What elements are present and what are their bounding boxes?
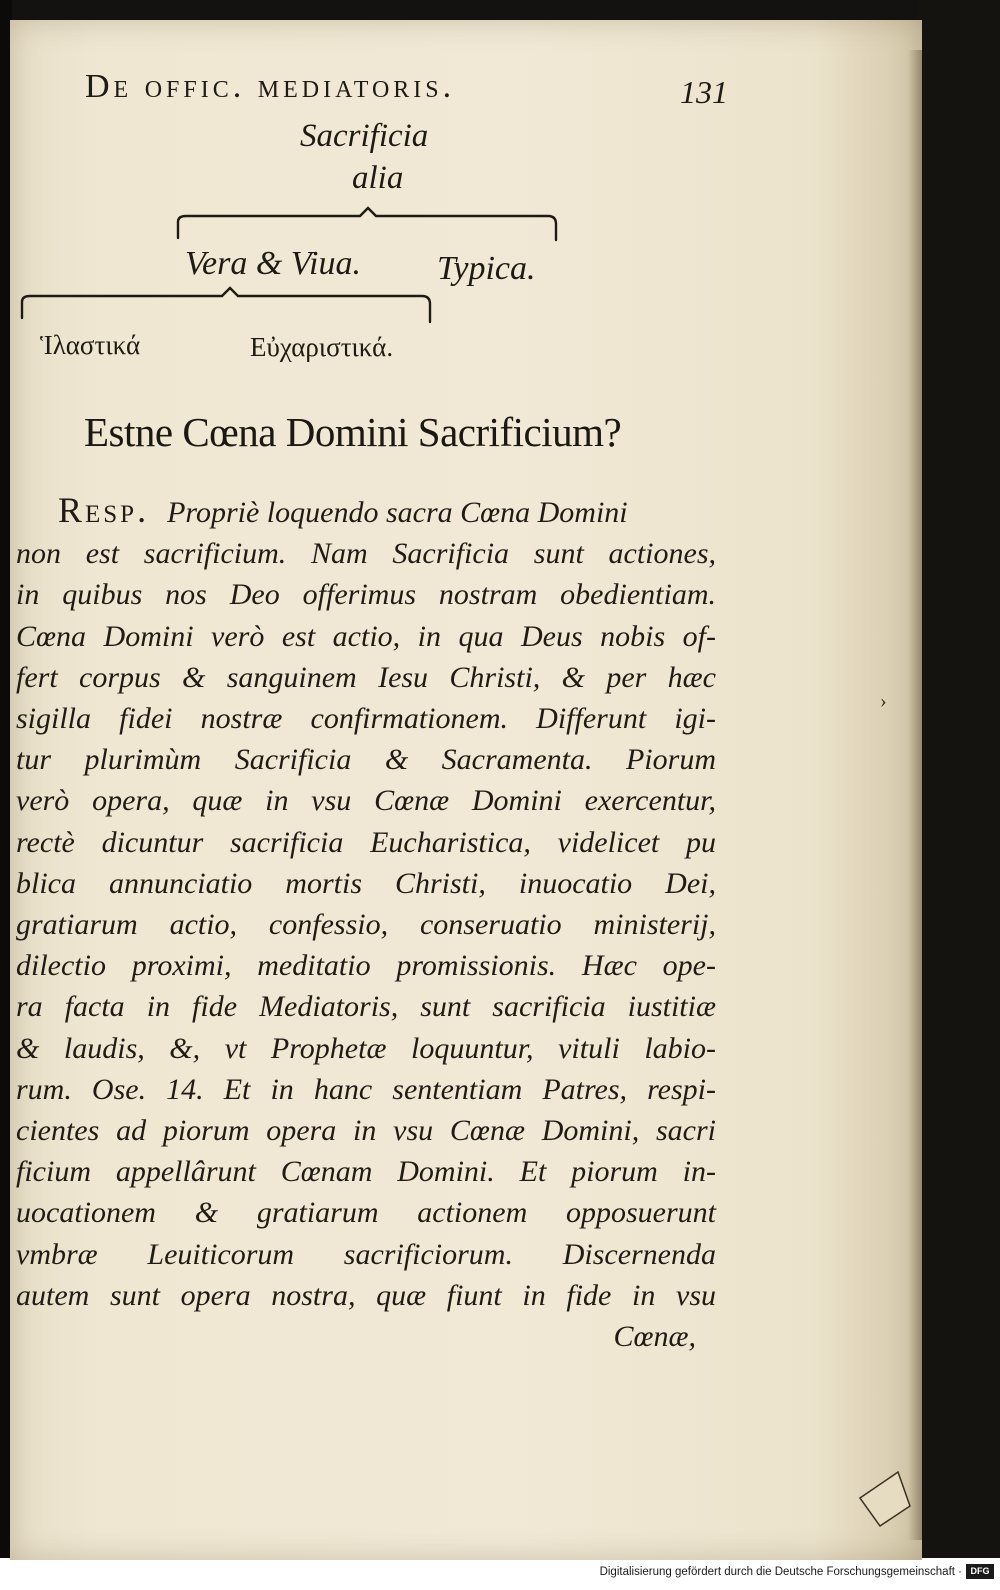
page-number: 131	[680, 74, 728, 110]
answer-line: verò opera, quæ in vsu Cœnæ Domini exercentur,	[16, 784, 716, 818]
digitization-credit: Digitalisierung gefördert durch die Deutsche Forschungsgemeinschaft ·	[599, 1566, 962, 1578]
question-heading: Estne Cœna Domini Sacrificium?	[84, 409, 622, 455]
answer-line: dilectio proximi, meditatio promissionis. Hæc ope-	[16, 949, 716, 983]
folded-corner-icon	[858, 1470, 918, 1530]
answer-line: blica annunciatio mortis Christi, inuocatio Dei,	[16, 866, 716, 900]
answer-line: tur plurimùm Sacrificia & Sacramenta. Piorum	[16, 743, 716, 777]
diagram-branch-typica: Typica.	[437, 250, 536, 287]
brace-bottom	[22, 288, 430, 322]
margin-mark-icon: ›	[880, 690, 887, 712]
diagram-braces	[0, 0, 1000, 420]
answer-line: fert corpus & sanguinem Iesu Christi, & per hæc	[16, 660, 716, 694]
answer-line: ficium appellârunt Cœnam Domini. Et piorum in-	[16, 1155, 716, 1189]
answer-line: rectè dicuntur sacrificia Eucharistica, videlicet pu	[16, 825, 716, 859]
answer-line: cientes ad piorum opera in vsu Cœnæ Domini, sacri	[16, 1114, 716, 1148]
running-head: De offic. mediatoris.	[85, 68, 456, 105]
answer-line: Propriè loquendo sacra Cœna Domini	[167, 496, 628, 529]
answer-line: autem sunt opera nostra, quæ fiunt in fide in vsu	[16, 1278, 716, 1312]
dfg-logo: DFG	[966, 1564, 994, 1579]
answer-line: gratiarum actio, confessio, conseruatio ministerij,	[16, 908, 716, 942]
answer-paragraph	[16, 490, 716, 1357]
answer-line: sigilla fidei nostræ confirmationem. Differunt igi-	[16, 702, 716, 736]
brace-top	[178, 208, 556, 240]
diagram-sub-eucharistika: Εὐχαριστικά.	[250, 332, 394, 362]
answer-line: ra facta in fide Mediatoris, sunt sacrificia iustitiæ	[16, 990, 716, 1024]
answer-line: & laudis, &, vt Prophetæ loquuntur, vituli labio-	[16, 1031, 716, 1065]
diagram-root-label: Sacrificia	[300, 118, 429, 154]
answer-first-line	[16, 490, 716, 533]
answer-line: non est sacrificium. Nam Sacrificia sunt actiones,	[16, 537, 716, 571]
diagram-sub-hilastika: Ἱλαστικά	[40, 330, 141, 360]
response-label: Resp.	[58, 490, 150, 530]
answer-line: rum. Ose. 14. Et in hanc sententiam Patres, respi-	[16, 1072, 716, 1106]
answer-line: Cœna Domini verò est actio, in qua Deus nobis of-	[16, 619, 716, 653]
answer-line: in quibus nos Deo offerimus nostram obedientiam.	[16, 578, 716, 612]
diagram-branch-vera: Vera & Viua.	[185, 245, 361, 282]
diagram-root-label-line2: alia	[352, 160, 404, 196]
catchword: Cœnæ,	[613, 1320, 696, 1354]
answer-line: vmbræ Leuiticorum sacrificiorum. Discernenda	[16, 1237, 716, 1271]
answer-line: uocationem & gratiarum actionem opposuerunt	[16, 1196, 716, 1230]
